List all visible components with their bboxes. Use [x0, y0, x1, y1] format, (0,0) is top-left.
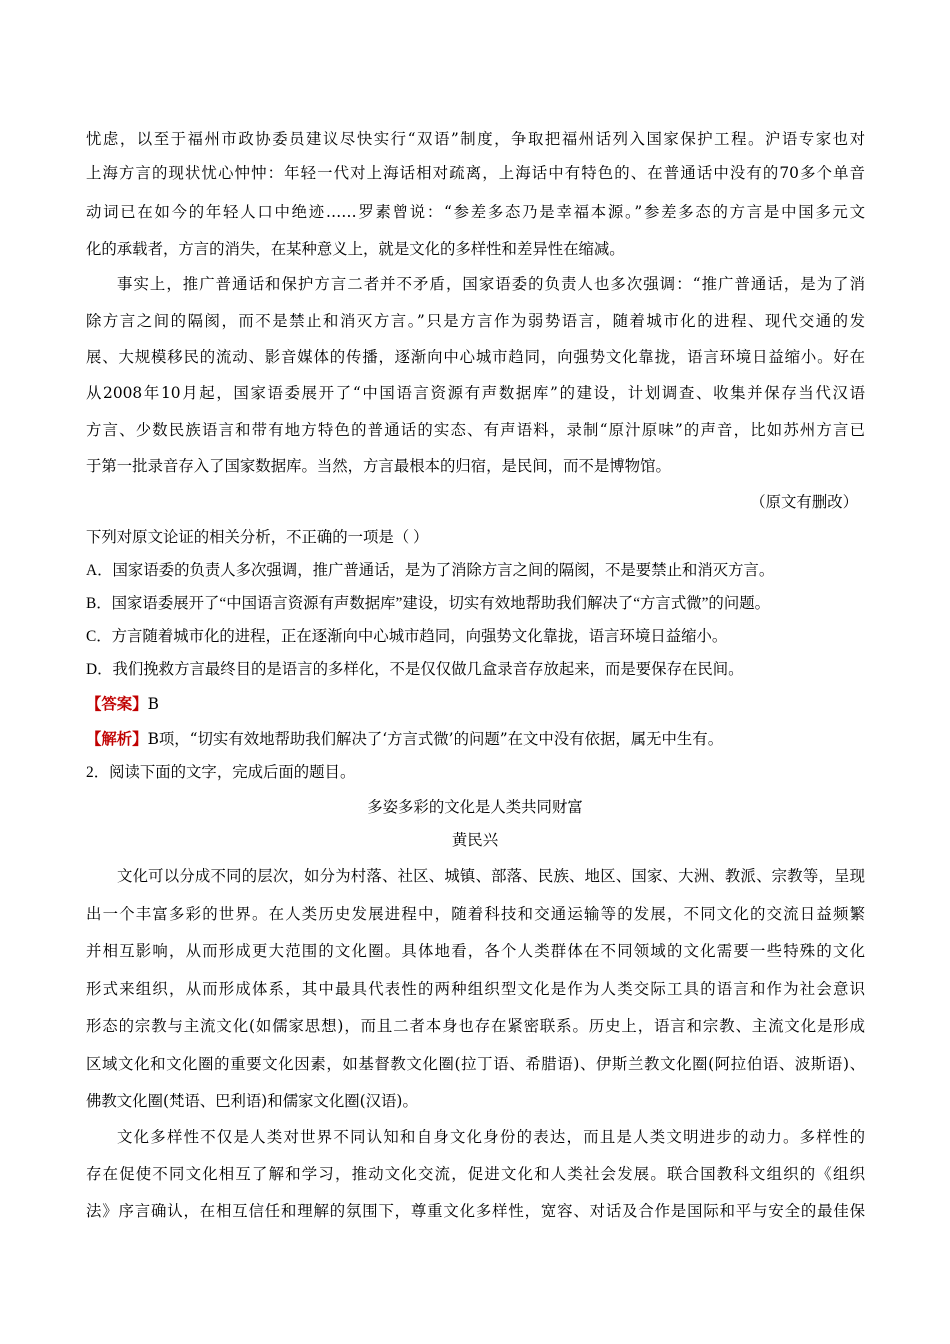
article1-line-5: 事实上，推广普通话和保护方言二者并不矛盾，国家语委的负责人也多次强调：“推广普通话，是为了消: [117, 275, 865, 293]
article1-line-6: 除方言之间的隔阂，而不是禁止和消灭方言。”只是方言作为弱势语言，随着城市化的进程、现代交通的发: [86, 312, 865, 330]
article2-line-9: 存在促使不同文化相互了解和学习，推动文化交流，促进文化和人类社会发展。联合国教科文组织的《组织: [86, 1165, 865, 1183]
option-b: B．国家语委展开了“中国语言资源有声数据库”建设，切实有效地帮助我们解决了“方言式微”的问题。: [86, 595, 770, 612]
article2-title: 多姿多彩的文化是人类共同财富: [367, 798, 583, 816]
article1-line-10: 于第一批录音存入了国家数据库。当然，方言最根本的归宿，是民间，而不是博物馆。: [86, 457, 671, 475]
answer-tag: 【答案】: [86, 695, 148, 713]
option-d: D．我们挽救方言最终目的是语言的多样化，不是仅仅做几盒录音存放起来，而是要保存在民间。: [86, 661, 744, 678]
article2-author: 黄民兴: [451, 831, 499, 849]
article2-line-3: 并相互影响，从而形成更大范围的文化圈。具体地看，各个人类群体在不同领域的文化需要一些特殊的文化: [86, 942, 865, 960]
article2-line-6: 区域文化和文化圈的重要文化因素，如基督教文化圈(拉丁语、希腊语)、伊斯兰教文化圈(阿拉伯语、波斯语)、: [86, 1055, 865, 1073]
article2-line-4: 形式来组织，从而形成体系，其中最具代表性的两种组织型文化是作为人类交际工具的语言和作为社会意识: [86, 980, 865, 998]
article2-line-2: 出一个丰富多彩的世界。在人类历史发展进程中，随着科技和交通运输等的发展，不同文化的交流日益频繁: [86, 905, 865, 923]
article1-line-1: 忧虑，以至于福州市政协委员建议尽快实行“双语”制度，争取把福州话列入国家保护工程。沪语专家也对: [86, 130, 865, 148]
article2-line-5: 形态的宗教与主流文化(如儒家思想)，而且二者本身也存在紧密联系。历史上，语言和宗教、主流文化是形成: [86, 1017, 865, 1035]
article1-line-2: 上海方言的现状忧心忡忡：年轻一代对上海话相对疏离，上海话中有特色的、在普通话中没有的70多个单音: [86, 164, 865, 182]
answer-row: [86, 694, 159, 714]
analysis-text: B项，“切实有效地帮助我们解决了‘方言式微’的问题”在文中没有依据，属无中生有。: [147, 730, 724, 748]
question2-stem: 2．阅读下面的文字，完成后面的题目。: [86, 764, 356, 781]
article1-line-7: 展、大规模移民的流动、影音媒体的传播，逐渐向中心城市趋同，向强势文化靠拢，语言环境日益缩小。好在: [86, 348, 865, 366]
answer-value: B: [147, 695, 159, 713]
article1-line-3: 动词已在如今的年轻人口中绝迹……罗素曾说：“参差多态乃是幸福本源。”参差多态的方言是中国多元文: [86, 203, 865, 221]
article2-line-1: 文化可以分成不同的层次，如分为村落、社区、城镇、部落、民族、地区、国家、大洲、教派、宗教等，呈现: [117, 867, 865, 885]
article2-line-7: 佛教文化圈(梵语、巴利语)和儒家文化圈(汉语)。: [86, 1092, 418, 1110]
option-c: C．方言随着城市化的进程，正在逐渐向中心城市趋同，向强势文化靠拢，语言环境日益缩小。: [86, 628, 728, 645]
article1-line-8: 从2008年10月起，国家语委展开了“中国语言资源有声数据库”的建设，计划调查、收集并保存当代汉语: [86, 384, 865, 402]
option-a: A．国家语委的负责人多次强调，推广普通话，是为了消除方言之间的隔阂，不是要禁止和消灭方言。: [86, 562, 775, 579]
article1-line-9: 方言、少数民族语言和带有地方特色的普通话的实态、有声语料，录制“原汁原味”的声音，比如苏州方言已: [86, 421, 865, 439]
article2-line-8: 文化多样性不仅是人类对世界不同认知和自身文化身份的表达，而且是人类文明进步的动力。多样性的: [117, 1128, 865, 1146]
question-stem: 下列对原文论证的相关分析，不正确的一项是（ ）: [86, 529, 429, 546]
article2-line-10: 法》序言确认，在相互信任和理解的氛围下，尊重文化多样性，宽容、对话及合作是国际和平与安全的最佳保: [86, 1202, 865, 1220]
analysis-tag: 【解析】: [86, 730, 148, 748]
analysis-row: [86, 729, 723, 749]
source-note: （原文有删改）: [750, 493, 858, 511]
article1-line-4: 化的承载者，方言的消失，在某种意义上，就是文化的多样性和差异性在缩减。: [86, 240, 625, 258]
